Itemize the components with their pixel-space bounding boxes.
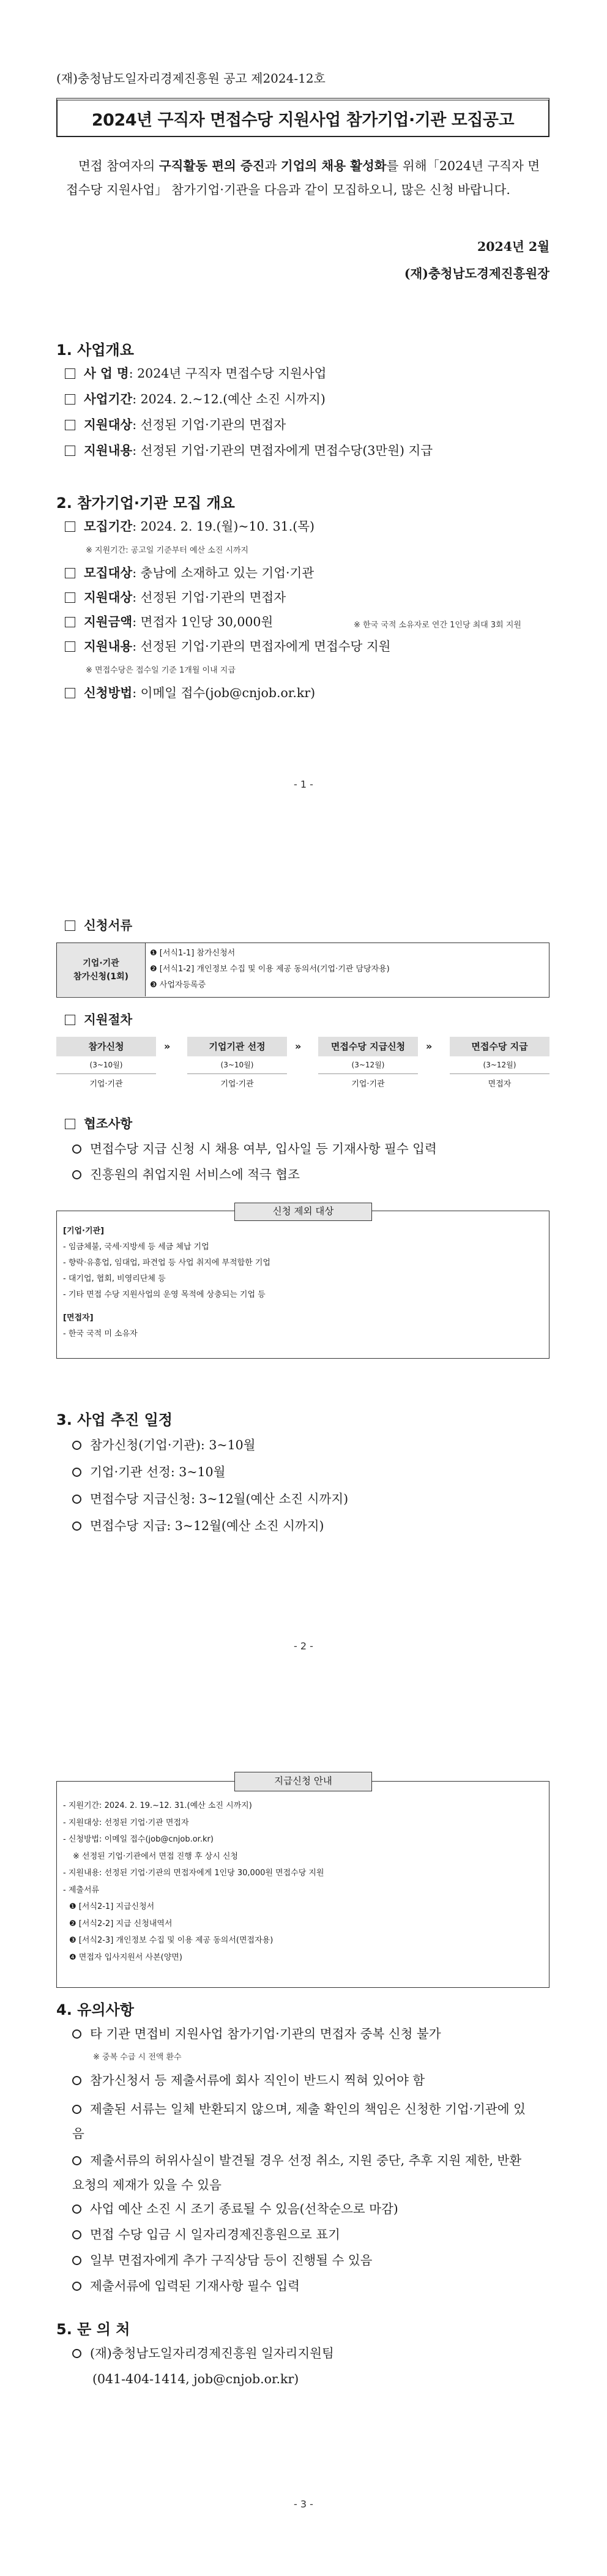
circle-bullet-icon (72, 1441, 81, 1450)
list-item: - 한국 국적 미 소유자 (63, 1329, 138, 1338)
checkbox-icon (65, 1119, 75, 1129)
process-step: 기업기관 선정 (3~10월) 기업·기관 (187, 1037, 287, 1095)
payment-guide-list (63, 1798, 324, 1966)
issuer-org: (재)충청남도경제진흥원장 (404, 266, 549, 281)
checkbox-icon (65, 920, 75, 931)
notice-date: 2024년 2월 (477, 239, 549, 254)
list-item: - 지원내용: 선정된 기업·기관의 면접자에게 1인당 30,000원 면접수당 지원 (63, 1869, 324, 1878)
section-1-title: 1. 사업개요 (56, 342, 134, 359)
caution-item: 타 기관 면접비 지원사업 참가기업·기관의 면접자 중복 신청 불가 (72, 2025, 549, 2043)
docs-list (150, 946, 390, 993)
contact-item: (재)충청남도일자리경제진흥원 일자리지원팀 (72, 2344, 334, 2362)
list-item: ※ 선정된 기업·기관에서 면접 진행 후 상시 신청 (73, 1851, 238, 1861)
exclusion-box (56, 1206, 549, 1359)
caution-item: 참가신청서 등 제출서류에 회사 직인이 반드시 찍혀 있어야 함 (72, 2071, 549, 2089)
list-item: - 신청방법: 이메일 접수(job@cnjob.or.kr) (63, 1835, 214, 1844)
page-number: - 2 - (294, 1640, 313, 1652)
notice-number: (재)충청남도일자리경제진흥원 공고 제2024-12호 (56, 71, 326, 86)
exclusion-title: 신청 제외 대상 (234, 1203, 372, 1221)
checkbox-icon (65, 568, 75, 578)
list-item: ❹ 면접자 입사지원서 사본(양면) (69, 1952, 182, 1962)
circle-bullet-icon (72, 2156, 81, 2165)
checkbox-icon (65, 420, 75, 430)
circle-bullet-icon (72, 1495, 81, 1504)
circle-bullet-icon (72, 2205, 81, 2214)
list-item: - 임금체불, 국세·지방세 등 세금 체납 기업 (63, 1242, 209, 1252)
list-item: ❶ [서식2-1] 지급신청서 (69, 1902, 155, 1911)
checkbox-icon (65, 592, 75, 603)
docs-label-cell: 기업·기관 참가신청(1회) (57, 943, 146, 996)
page-number: - 1 - (294, 778, 313, 790)
title-box (56, 98, 549, 137)
coop-heading: 협조사항 (65, 1115, 132, 1132)
list-item: ❷ [서식1-2] 개인정보 수집 및 이용 제공 동의서(기업·기관 담당자용) (150, 965, 390, 974)
process-step: 면접수당 지급신청 (3~12월) 기업·기관 (318, 1037, 418, 1095)
circle-bullet-icon (72, 2349, 81, 2358)
checkbox-icon (65, 394, 75, 405)
intro-paragraph: 면접 참여자의 구직활동 편의 증진과 기업의 채용 활성화를 위해「2024년 구직자 면접수당 지원사업」 참가기업·기관을 다음과 같이 모집하오니, 많은 신청 바랍니다. (66, 159, 540, 197)
caution-item: 일부 면접자에게 추가 구직상담 등이 진행될 수 있음 (72, 2251, 549, 2269)
caution-item: 제출된 서류는 일체 반환되지 않으며, 제출 확인의 책임은 신청한 기업·기관에 있음 (72, 2102, 526, 2141)
sec1-item: 지원내용: 선정된 기업·기관의 면접자에게 면접수당(3만원) 지급 (65, 442, 433, 459)
sec1-item: 사업기간: 2024. 2.~12.(예산 소진 시까지) (65, 390, 326, 408)
payment-guide-box (56, 1775, 549, 1988)
circle-bullet-icon (72, 2230, 81, 2239)
circle-bullet-icon (72, 2282, 81, 2291)
list-item: - 제출서류 (63, 1885, 100, 1895)
caution-note: ※ 중복 수급 시 전액 환수 (93, 2053, 182, 2062)
note-pay: ※ 면접수당은 접수일 기준 1개월 이내 지급 (86, 666, 236, 675)
page-number: - 3 - (294, 2498, 313, 2510)
checkbox-icon (65, 688, 75, 698)
list-item: - 향락·유흥업, 임대업, 파견업 등 사업 취지에 부적합한 기업 (63, 1258, 270, 1267)
circle-bullet-icon (72, 1521, 81, 1531)
arrow-right-icon: » (295, 1040, 302, 1052)
schedule-item: 면접수당 지급: 3~12월(예산 소진 시까지) (72, 1517, 324, 1535)
checkbox-icon (65, 641, 75, 652)
arrow-right-icon: » (164, 1040, 171, 1052)
process-step: 면접수당 지급 (3~12월) 면접자 (450, 1037, 549, 1095)
list-item: ❸ [서식2-3] 개인정보 수집 및 이용 제공 동의서(면접자용) (69, 1936, 274, 1945)
page-title: 2024년 구직자 면접수당 지원사업 참가기업·기관 모집공고 (91, 110, 515, 130)
sec2-item: 지원금액: 면접자 1인당 30,000원 (65, 613, 273, 630)
circle-bullet-icon (72, 1144, 81, 1154)
sec1-item: 사 업 명: 2024년 구직자 면접수당 지원사업 (65, 365, 326, 382)
caution-item: 제출서류에 입력된 기재사항 필수 입력 (72, 2277, 549, 2295)
checkbox-icon (65, 617, 75, 627)
checkbox-icon (65, 521, 75, 532)
checkbox-icon (65, 1015, 75, 1025)
circle-bullet-icon (72, 2029, 81, 2039)
coop-item: 면접수당 지급 신청 시 채용 여부, 입사일 등 기재사항 필수 입력 (72, 1140, 437, 1158)
note-amount: ※ 한국 국적 소유자로 연간 1인당 최대 3회 지원 (354, 621, 521, 630)
checkbox-icon (65, 368, 75, 379)
sec2-item: 지원내용: 선정된 기업·기관의 면접자에게 면접수당 지원 (65, 638, 390, 655)
circle-bullet-icon (72, 2256, 81, 2265)
coop-item: 진흥원의 취업지원 서비스에 적극 협조 (72, 1165, 300, 1184)
circle-bullet-icon (72, 2105, 81, 2114)
list-item: ❶ [서식1-1] 참가신청서 (150, 949, 236, 958)
sec1-item: 지원대상: 선정된 기업·기관의 면접자 (65, 416, 286, 433)
schedule-item: 기업·기관 선정: 3~10월 (72, 1463, 225, 1481)
sec2-item: 지원대상: 선정된 기업·기관의 면접자 (65, 589, 286, 606)
list-item: ❸ 사업자등록증 (150, 980, 206, 990)
section-4-title: 4. 유의사항 (56, 2001, 134, 2018)
proc-heading: 지원절차 (65, 1011, 132, 1028)
section-3-title: 3. 사업 추진 일정 (56, 1411, 173, 1428)
process-flow (56, 1037, 549, 1099)
contact-detail: (041-404-1414, job@cnjob.or.kr) (92, 2372, 299, 2386)
schedule-item: 참가신청(기업·기관): 3~10월 (72, 1436, 255, 1454)
section-5-title: 5. 문 의 처 (56, 2321, 130, 2338)
sec2-item: 모집기간: 2024. 2. 19.(월)~10. 31.(목) (65, 518, 315, 535)
list-item: - 지원대상: 선정된 기업·기관 면접자 (63, 1818, 189, 1827)
list-item: - 지원기간: 2024. 2. 19.~12. 31.(예산 소진 시까지) (63, 1801, 252, 1810)
circle-bullet-icon (72, 1468, 81, 1477)
circle-bullet-icon (72, 1170, 81, 1179)
caution-item: 사업 예산 소진 시 조기 종료될 수 있음(선착순으로 마감) (72, 2200, 549, 2218)
caution-item: 제출서류의 허위사실이 발견될 경우 선정 취소, 지원 중단, 추후 지원 제한, 반환 요청의 제재가 있을 수 있음 (72, 2153, 522, 2192)
section-2-title: 2. 참가기업·기관 모집 개요 (56, 495, 235, 512)
list-item: - 기타 면접 수당 지원사업의 운영 목적에 상충되는 기업 등 (63, 1290, 266, 1299)
caution-item: 면접 수당 입금 시 일자리경제진흥원으로 표기 (72, 2225, 549, 2244)
checkbox-icon (65, 446, 75, 456)
sec2-item: 모집대상: 충남에 소재하고 있는 기업·기관 (65, 564, 314, 581)
docs-table (56, 943, 549, 998)
payment-guide-title: 지급신청 안내 (234, 1772, 372, 1791)
arrow-right-icon: » (426, 1040, 433, 1052)
note-period: ※ 지원기간: 공고일 기준부터 예산 소진 시까지 (86, 546, 249, 555)
exclusion-list: [기업·기관] - 임금체불, 국세·지방세 등 세금 체납 기업 - 향락·유흥업, 임대업, 파견업 등 사업 취지에 부적합한 기업 - 대기업, 협회, 비영리단체 등 - 기타 면접 수당 지원사업의 운영 목적에 상충되는 기업 등 [면접자] - 한국 국적 미 소유자 (63, 1223, 270, 1342)
list-item: ❷ [서식2-2] 지급 신청내역서 (69, 1919, 173, 1928)
list-item: - 대기업, 협회, 비영리단체 등 (63, 1274, 166, 1283)
schedule-item: 면접수당 지급신청: 3~12월(예산 소진 시까지) (72, 1490, 348, 1508)
sec2-item: 신청방법: 이메일 접수(job@cnjob.or.kr) (65, 684, 315, 701)
circle-bullet-icon (72, 2076, 81, 2085)
process-step: 참가신청 (3~10월) 기업·기관 (56, 1037, 156, 1095)
docs-heading: 신청서류 (65, 917, 132, 934)
